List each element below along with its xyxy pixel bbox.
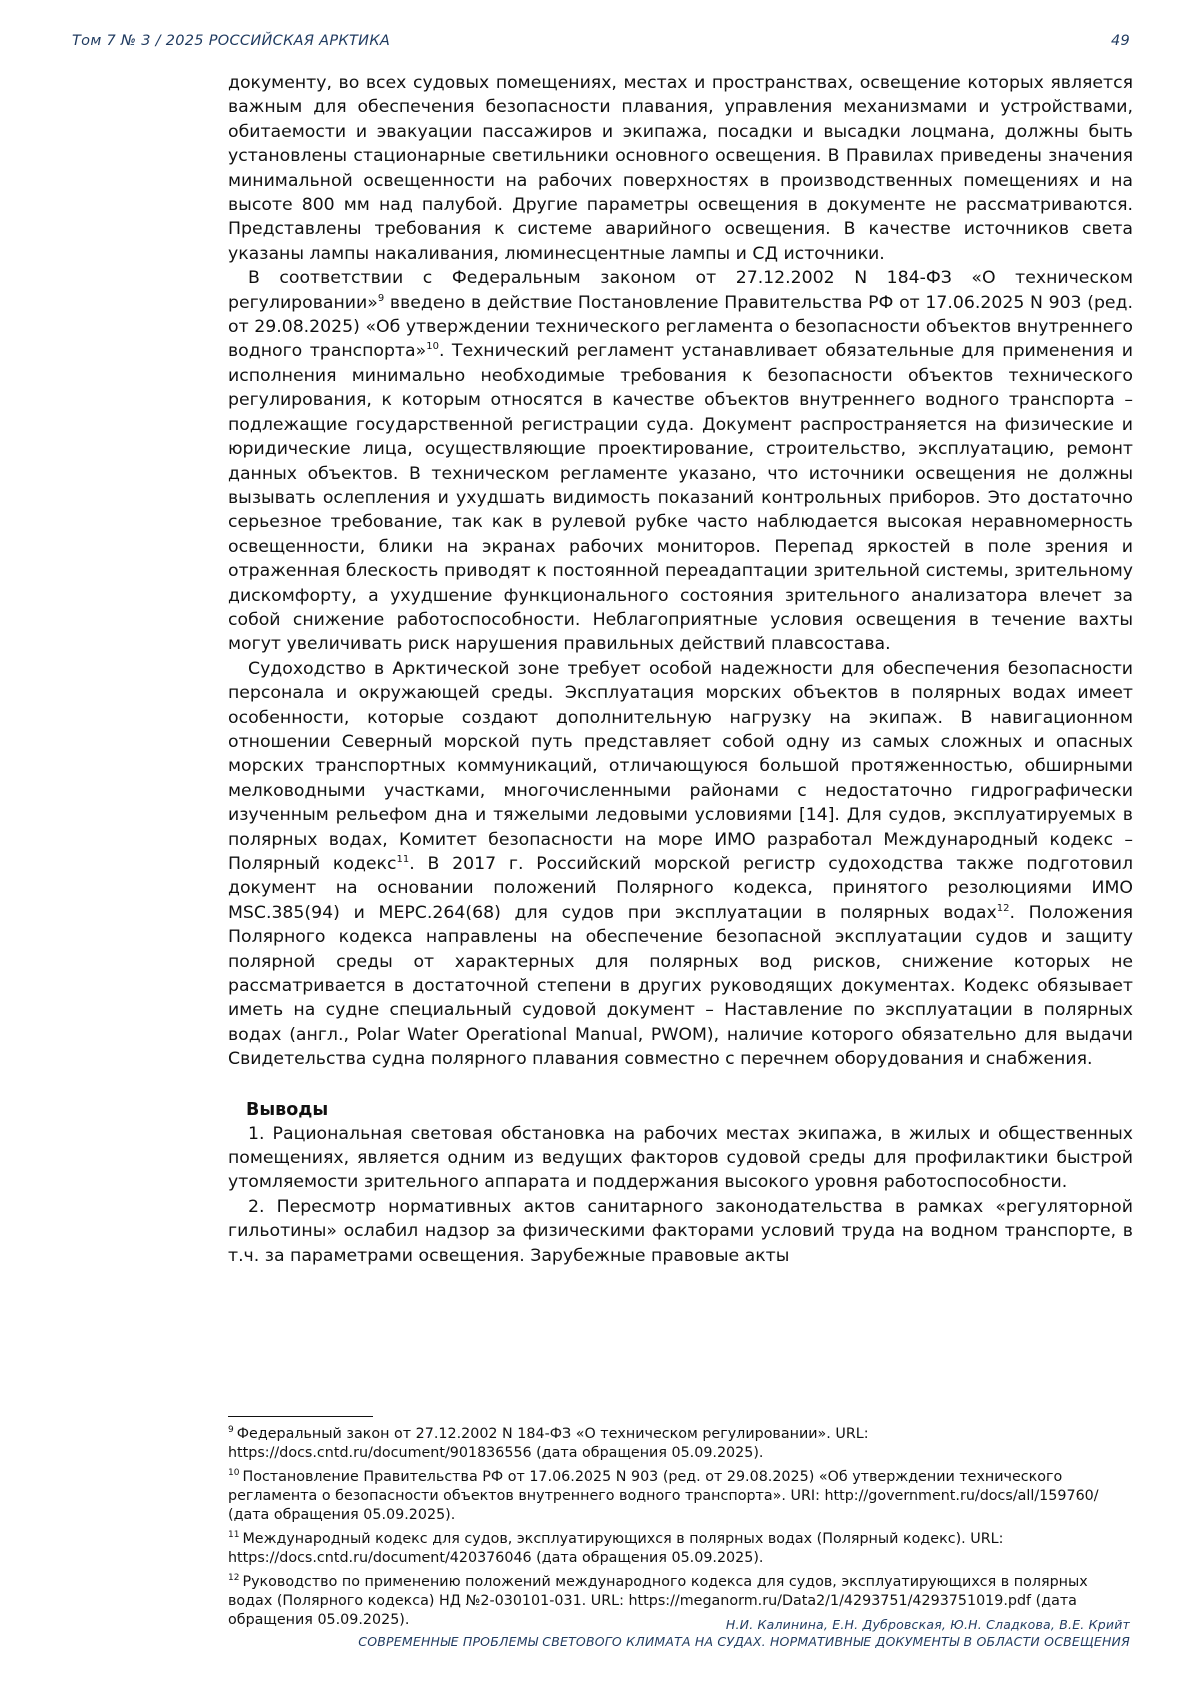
footnote-10 <box>228 1468 1133 1525</box>
footnote-text: Руководство по применению положений международного кодекса для судов, эксплуатирующихся в полярных водах (Полярного кодекса) НД №2-030101-031. URL: https://meganorm.ru/Data2/1/4293751/4293751019.pdf (дата обращения 05.09.2025). <box>228 1574 1088 1628</box>
footnote-9 <box>228 1425 1133 1463</box>
footnote-number: 9 <box>228 1425 234 1436</box>
footnote-ref-12[interactable]: 12 <box>996 903 1010 915</box>
article-body <box>228 71 1133 1268</box>
journal-title: Том 7 № 3 / 2025 РОССИЙСКАЯ АРКТИКА <box>72 33 391 49</box>
footnote-ref-11[interactable]: 11 <box>396 854 410 866</box>
paragraph-text: . Положения Полярного кодекса направлены на обеспечение безопасной эксплуатации судов и защиту полярной среды от характерных для полярных вод рисков, снижение которых не рассматривается в достаточной степени в других руководящих документах. Кодекс обязывает иметь на судне специальный судовой документ – Наставление по эксплуатации в полярных водах (англ., Polar Water Operational Manual, PWOM), наличие которого обязательно для выдачи Свидетельства судна полярного плавания совместно с перечнем оборудования и снабжения. <box>228 902 1133 1070</box>
footnote-number: 10 <box>228 1468 240 1479</box>
conclusion-item-1: 1. Рациональная световая обстановка на рабочих местах экипажа, в жилых и общественных помещениях, является одним из ведущих факторов судовой среды для профилактики быстрой утомляемости зрительного аппарата и поддержания высокого уровня работоспособности. <box>228 1123 1133 1193</box>
paragraph-text: введено в действие Постановление Правительства РФ от 17.06.2025 N 903 (ред. от 29.08.2025) «Об утверждении технического регламента о безопасности объектов внутреннего водного транспорта» <box>228 292 1133 362</box>
paragraph-text: . Технический регламент устанавливает обязательные для применения и исполнения минимально необходимые требования к безопасности объектов технического регулирования, к которым относятся в качестве объектов внутреннего водного транспорта – подлежащие государственной регистрации суда. Документ распространяется на физические и юридические лица, осуществляющие проектирование, строительство, эксплуатацию, ремонт данных объектов. В техническом регламенте указано, что источники освещения не должны вызывать ослепления и ухудшать видимость показаний контрольных приборов. Это достаточно серьезное требование, так как в рулевой рубке часто наблюдается высокая неравномерность освещенности, блики на экранах рабочих мониторов. Перепад яркостей в поле зрения и отраженная блескость приводят к постоянной переадаптации зрительной системы, зрительному дискомфорту, а ухудшение функционального состояния зрительного анализатора влечет за собой снижение работоспособности. Неблагоприятные условия освещения в течение вахты могут увеличивать риск нарушения правильных действий плавсостава. <box>228 341 1133 655</box>
paragraph-arctic <box>228 657 1133 1072</box>
footnote-text: Федеральный закон от 27.12.2002 N 184-ФЗ «О техническом регулировании». URL: https://docs.cntd.ru/document/901836556 (дата обращения 05.09.2025). <box>228 1426 869 1461</box>
footnote-ref-10[interactable]: 10 <box>426 341 439 353</box>
paragraph-text: В соответствии с Федеральным законом от 27.12.2002 N 184-ФЗ «О техническом регулировании» <box>228 268 1133 313</box>
footnotes <box>228 1425 1133 1630</box>
conclusion-item-2: 2. Пересмотр нормативных актов санитарного законодательства в рамках «регуляторной гильотины» ослабил надзор за физическими факторами условий труда на водном транспорте, в т.ч. за параметрами освещения. Зарубежные правовые акты <box>228 1196 1133 1266</box>
footnote-text: Международный кодекс для судов, эксплуатирующихся в полярных водах (Полярный кодекс). URL: https://docs.cntd.ru/document/420376046 (дата обращения 05.09.2025). <box>228 1531 1004 1566</box>
footer-authors: Н.И. Калинина, Е.Н. Дубровская, Ю.Н. Сладкова, В.Е. Крийт <box>725 1617 1130 1632</box>
footnote-ref-9[interactable]: 9 <box>377 292 385 304</box>
page-number: 49 <box>1110 33 1130 49</box>
paragraph-text: Судоходство в Арктической зоне требует особой надежности для обеспечения безопасности персонала и окружающей среды. Эксплуатация морских объектов в полярных водах имеет особенности, которые создают дополнительную нагрузку на экипаж. В навигационном отношении Северный морской путь представляет собой одну из самых сложных и опасных морских транспортных коммуникаций, отличающуюся большой протяженностью, обширными мелководными участками, многочисленными районами с недостаточно гидрографически изученным рельефом дна и тяжелыми ледовыми условиями [14]. Для судов, эксплуатируемых в полярных водах, Комитет безопасности на море ИМО разработал Международный кодекс – Полярный кодекс <box>228 658 1133 874</box>
footnote-number: 12 <box>228 1573 240 1584</box>
running-head <box>72 33 1130 55</box>
footer-article-title: СОВРЕМЕННЫЕ ПРОБЛЕМЫ СВЕТОВОГО КЛИМАТА НА СУДАХ. НОРМАТИВНЫЕ ДОКУМЕНТЫ В ОБЛАСТИ ОСВЕЩЕНИЯ <box>358 1634 1130 1649</box>
footnote-11 <box>228 1530 1133 1568</box>
paragraph-continued: документу, во всех судовых помещениях, местах и пространствах, освещение которых является важным для обеспечения безопасности плавания, управления механизмами и устройствами, обитаемости и эвакуации пассажиров и экипажа, посадки и высадки лоцмана, должны быть установлены стационарные светильники основного освещения. В Правилах приведены значения минимальной освещенности на рабочих поверхностях в производственных помещениях и на высоте 800 мм над палубой. Другие параметры освещения в документе не рассматриваются. Представлены требования к системе аварийного освещения. В качестве источников света указаны лампы накаливания, люминесцентные лампы и СД источники. <box>228 73 1133 264</box>
footnote-number: 11 <box>228 1530 240 1541</box>
paragraph-text: . В 2017 г. Российский морской регистр судоходства также подготовил документ на основании положений Полярного кодекса, принятого резолюциями ИМО MSC.385(94) и MEPC.264(68) для судов при эксплуатации в полярных водах <box>228 854 1133 923</box>
paragraph-regulation <box>228 266 1133 657</box>
footnote-text: Постановление Правительства РФ от 17.06.2025 N 903 (ред. от 29.08.2025) «Об утверждении технического регламента о безопасности объектов внутреннего водного транспорта». URI: http://government.ru/docs/all/159760/ (дата обращения 05.09.2025). <box>228 1469 1099 1523</box>
footnote-separator <box>228 1416 373 1417</box>
section-heading-conclusions: Выводы <box>246 1099 329 1120</box>
